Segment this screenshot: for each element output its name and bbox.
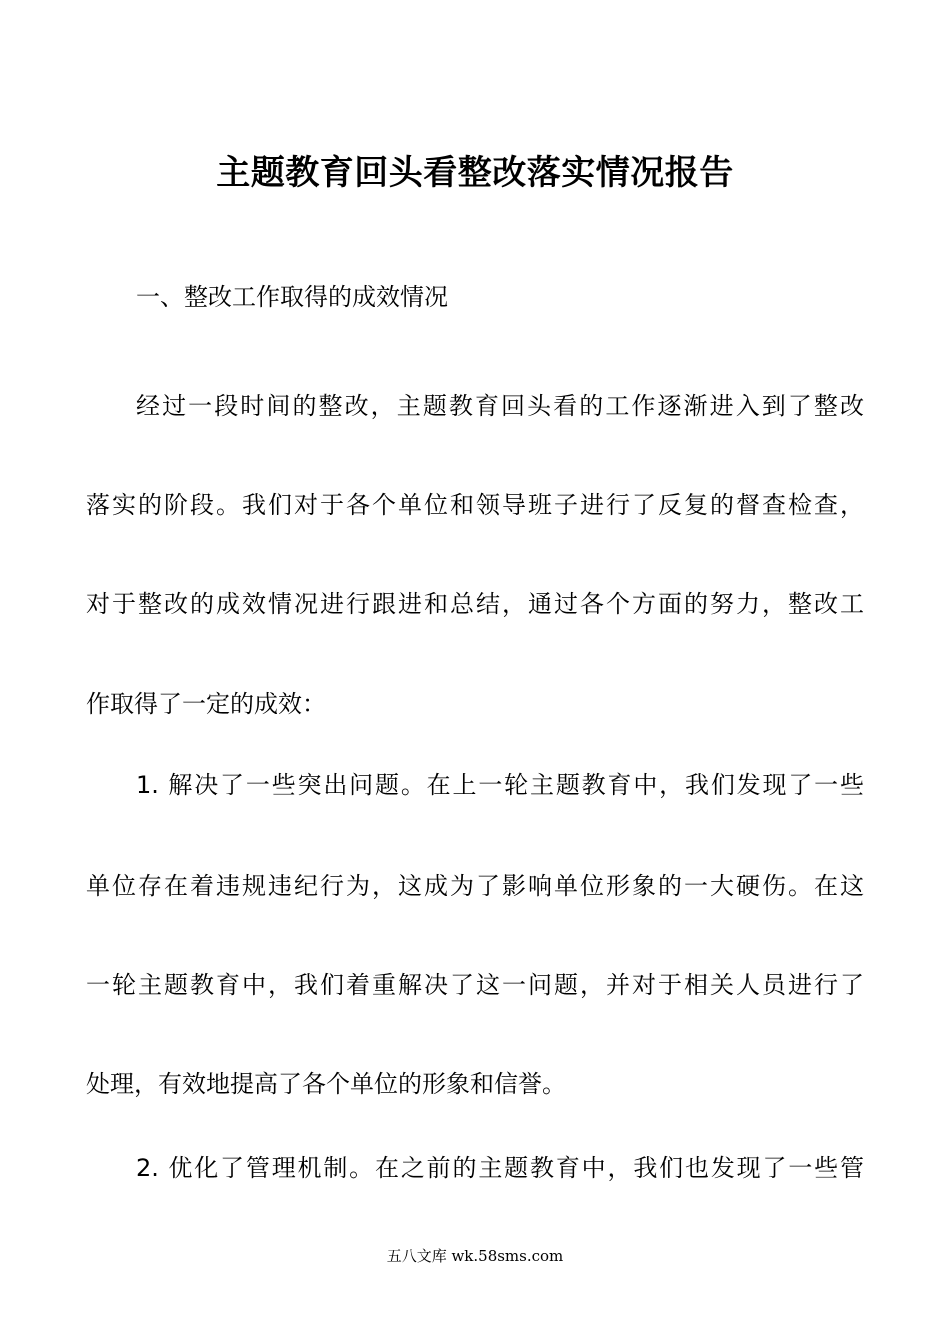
paragraph-line: 作取得了一定的成效： bbox=[86, 690, 326, 718]
list-item-line: 一轮主题教育中，我们着重解决了这一问题，并对于相关人员进行了 bbox=[86, 971, 864, 999]
paragraph-line: 落实的阶段。我们对于各个单位和领导班子进行了反复的督查检查， bbox=[86, 491, 864, 519]
list-item-line: 处理，有效地提高了各个单位的形象和信誉。 bbox=[86, 1070, 566, 1098]
footer-watermark: 五八文库 wk.58sms.com bbox=[386, 1247, 564, 1265]
list-item-line: 2. 优化了管理机制。在之前的主题教育中，我们也发现了一些管 bbox=[136, 1154, 864, 1182]
paragraph-line: 经过一段时间的整改，主题教育回头看的工作逐渐进入到了整改 bbox=[136, 392, 864, 420]
list-item-line: 1. 解决了一些突出问题。在上一轮主题教育中，我们发现了一些 bbox=[136, 771, 864, 799]
section-heading: 一、整改工作取得的成效情况 bbox=[136, 283, 448, 311]
document-title: 主题教育回头看整改落实情况报告 bbox=[216, 153, 734, 193]
paragraph-line: 对于整改的成效情况进行跟进和总结，通过各个方面的努力，整改工 bbox=[86, 590, 864, 618]
list-item-line: 单位存在着违规违纪行为，这成为了影响单位形象的一大硬伤。在这 bbox=[86, 872, 864, 900]
